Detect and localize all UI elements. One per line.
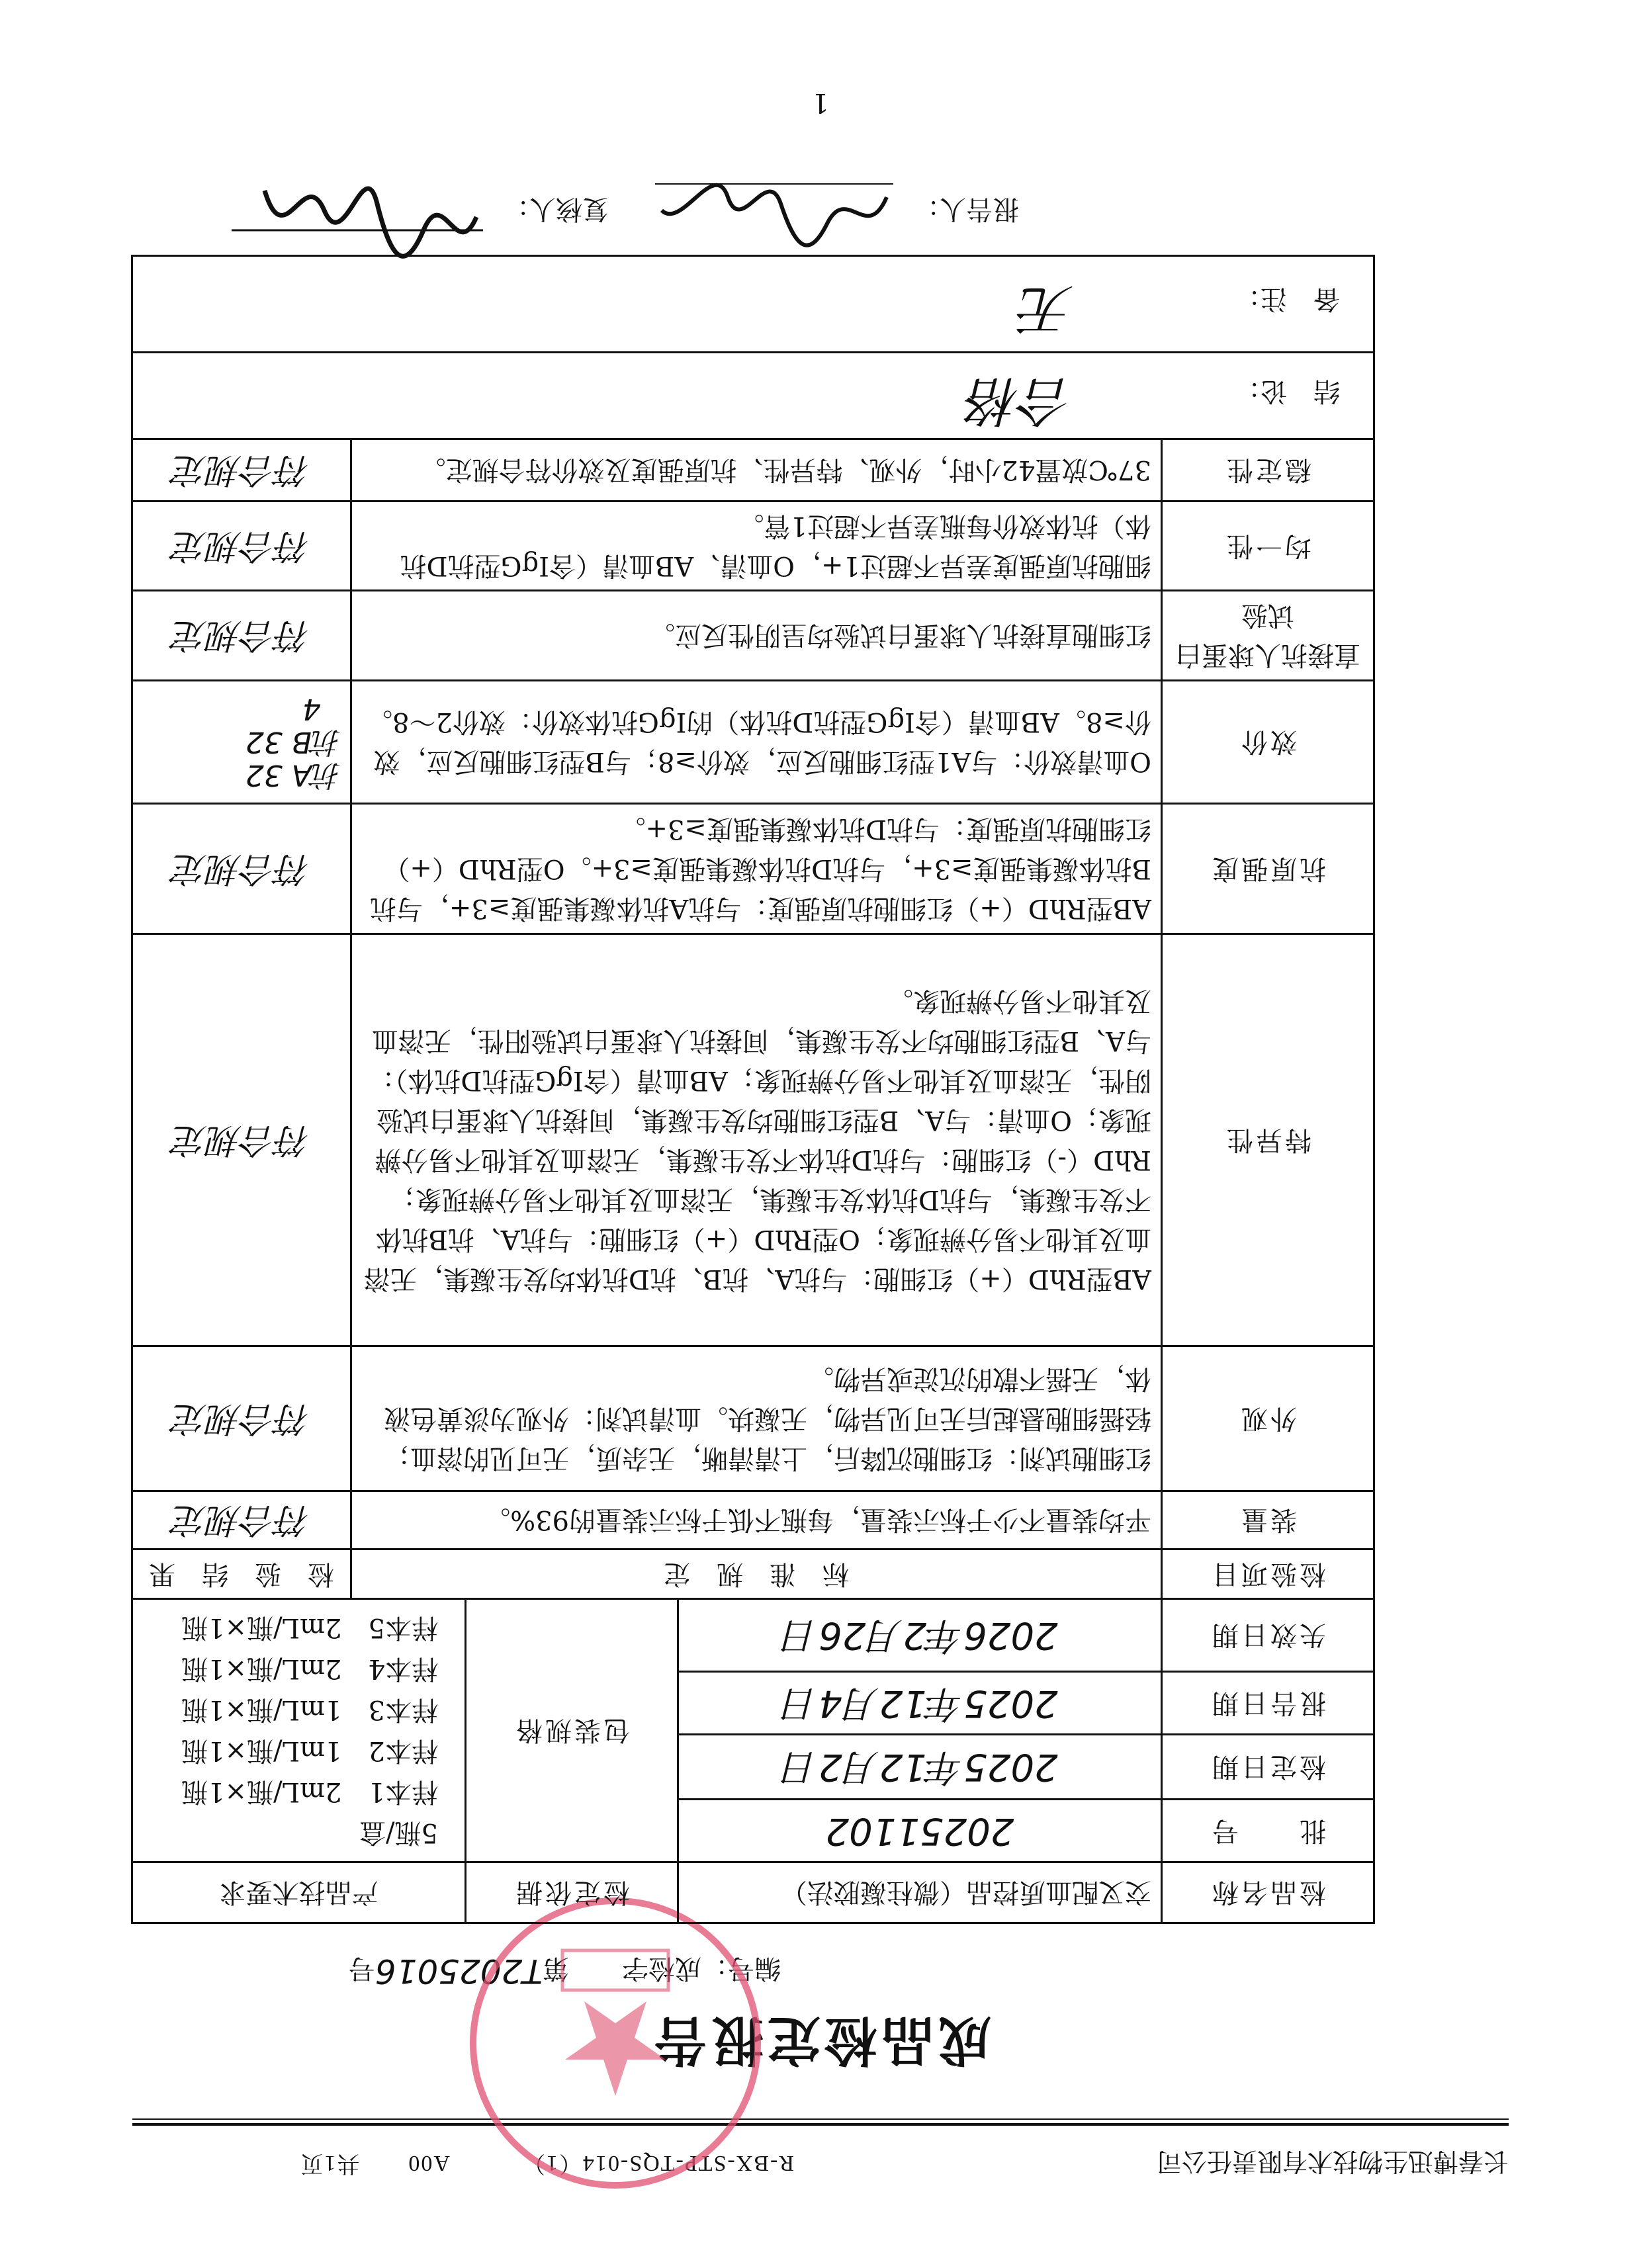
batch-label: 批 号 [1162, 1800, 1374, 1862]
table-row [132, 1346, 1374, 1491]
reporter-signature [655, 171, 893, 257]
row-standard: 红细胞试剂：红细胞沉降后，上清清晰，无杂质，无可见的溶血；轻摇细胞悬起后无可见异物，无凝块。血清试剂：外观为淡黄色液体，无摇不散的沉淀或异物。 [351, 1346, 1162, 1491]
row-standard: 平均装量不少于标示装量，每瓶不低于标示装量的93%。 [351, 1491, 1162, 1549]
expiry-label: 失效日期 [1162, 1599, 1374, 1672]
row-result [132, 681, 351, 804]
table-row [132, 439, 1374, 502]
row-result: 符合规定 [132, 1491, 351, 1549]
remark-row [132, 256, 1374, 353]
reporter-label: 报告人： [913, 194, 1019, 224]
header-rule [132, 2118, 1509, 2126]
company-seal-stamp [463, 1891, 768, 2195]
row-standard: 细胞抗原强度差异不超过1+，O血清、AB血清（含IgG型抗D抗体）抗体效价每瓶差异不超过1管。 [351, 502, 1162, 591]
pkg-line: 样本3 1mL/瓶×1瓶 [181, 1694, 438, 1725]
row-item: 效价 [1162, 681, 1374, 804]
row-standard: AB型RhD（+）红细胞抗原强度：与抗A抗体凝集强度≥3+，与抗B抗体凝集强度≥3+，与抗D抗体凝集强度≥3+。O型RhD（+）红细胞抗原强度：与抗D抗体凝集强度≥3+。 [351, 804, 1162, 934]
row-item: 稳定性 [1162, 439, 1374, 502]
name-label: 检品名称 [1162, 1862, 1374, 1923]
pkg-spec [132, 1599, 466, 1862]
company-name: 长春博迅生物技术有限责任公司 [1156, 2147, 1509, 2176]
reviewer-label: 复核人： [503, 194, 609, 224]
basis-value: 产品技术要求 [132, 1862, 466, 1923]
test-date-label: 检定日期 [1162, 1735, 1374, 1800]
remark-value: 无 [1020, 278, 1074, 340]
col-standard: 标 准 规 定 [351, 1549, 1162, 1599]
pkg-label: 包装规格 [466, 1599, 678, 1862]
expiry-date: 2026年2月26日 [678, 1599, 1162, 1672]
pkg-line: 样本1 2mL/瓶×1瓶 [181, 1776, 438, 1808]
pkg-line: 样本2 1mL/瓶×1瓶 [181, 1735, 438, 1766]
conclusion-value: 合格 [967, 370, 1074, 431]
batch-number: 20251102 [678, 1800, 1162, 1862]
row-standard: 37℃放置42小时，外观、特异性、抗原强度及效价符合规定。 [351, 439, 1162, 502]
col-result: 检 验 结 果 [132, 1549, 351, 1599]
table-row [132, 804, 1374, 934]
table-row [132, 1491, 1374, 1549]
titer-anti-b: 抗B 32 [245, 725, 341, 760]
page-number: 1 [812, 87, 829, 118]
row-item: 直接抗人球蛋白试验 [1162, 591, 1374, 681]
basis-label: 检定依据 [466, 1862, 678, 1923]
col-item: 检验项目 [1162, 1549, 1374, 1599]
report-number: 编号：成检字 第T2025016号 [348, 1952, 781, 1990]
remark-label: 备 注： [1234, 284, 1340, 315]
row-item: 特异性 [1162, 934, 1374, 1346]
conclusion-row [132, 353, 1374, 439]
report-date-label: 报告日期 [1162, 1672, 1374, 1735]
row-result: 符合规定 [132, 934, 351, 1346]
doc-code: R-BX-STP-TQS-014（1） A00 共1页 [299, 2151, 794, 2175]
reviewer-signature [232, 171, 483, 270]
table-row [132, 502, 1374, 591]
row-standard: AB型RhD（+）红细胞：与抗A、抗B、抗D抗体均发生凝集，无溶血及其他不易分辨现象；O型RhD（+）红细胞：与抗A、抗B抗体不发生凝集，与抗D抗体发生凝集，无溶血及其他不易分辨现象；RhD（-）红细胞：与抗D抗体不发生凝集，无溶血及其他不易分辨现象；O血清：与A、B型红细胞均发生凝集，间接抗人球蛋白试验阴性，无溶血及其他不易分辨现象；AB血清（含IgG型抗D抗体）：与A、B型红细胞均不发生凝集，间接抗人球蛋白试验阳性，无溶血及其他不易分辨现象。 [351, 934, 1162, 1346]
row-standard: O血清效价：与A1型红细胞反应，效价≥8；与B型红细胞反应，效价≥8。AB血清（含IgG型抗D抗体）的IgG抗体效价：效价2～8。 [351, 681, 1162, 804]
row-item: 均一性 [1162, 502, 1374, 591]
row-result: 符合规定 [132, 1346, 351, 1491]
row-standard: 红细胞直接抗人球蛋白试验均呈阴性反应。 [351, 591, 1162, 681]
row-item: 外观 [1162, 1346, 1374, 1491]
row-item: 装量 [1162, 1491, 1374, 1549]
row-result: 符合规定 [132, 439, 351, 502]
conclusion-label: 结 论： [1234, 376, 1340, 406]
inspection-table [131, 255, 1375, 1924]
titer-anti-a: 抗A 32 [245, 758, 341, 793]
row-result: 符合规定 [132, 804, 351, 934]
row-result: 符合规定 [132, 591, 351, 681]
table-row [132, 591, 1374, 681]
row-item: 抗原强度 [1162, 804, 1374, 934]
table-row [132, 934, 1374, 1346]
row-result: 符合规定 [132, 502, 351, 591]
report-date: 2025年12月4日 [678, 1672, 1162, 1735]
pkg-line: 5瓶/盒 [359, 1817, 438, 1849]
product-name: 交叉配血质控品（微柱凝胶法） [678, 1862, 1162, 1923]
pkg-line: 样本4 2mL/瓶×1瓶 [181, 1653, 438, 1684]
table-row [132, 681, 1374, 804]
page-title: 成品检定报告 [650, 2009, 991, 2072]
pkg-line: 样本5 2mL/瓶×1瓶 [181, 1612, 438, 1643]
test-date: 2025年12月2日 [678, 1735, 1162, 1800]
titer-igg: 4 [302, 692, 321, 726]
